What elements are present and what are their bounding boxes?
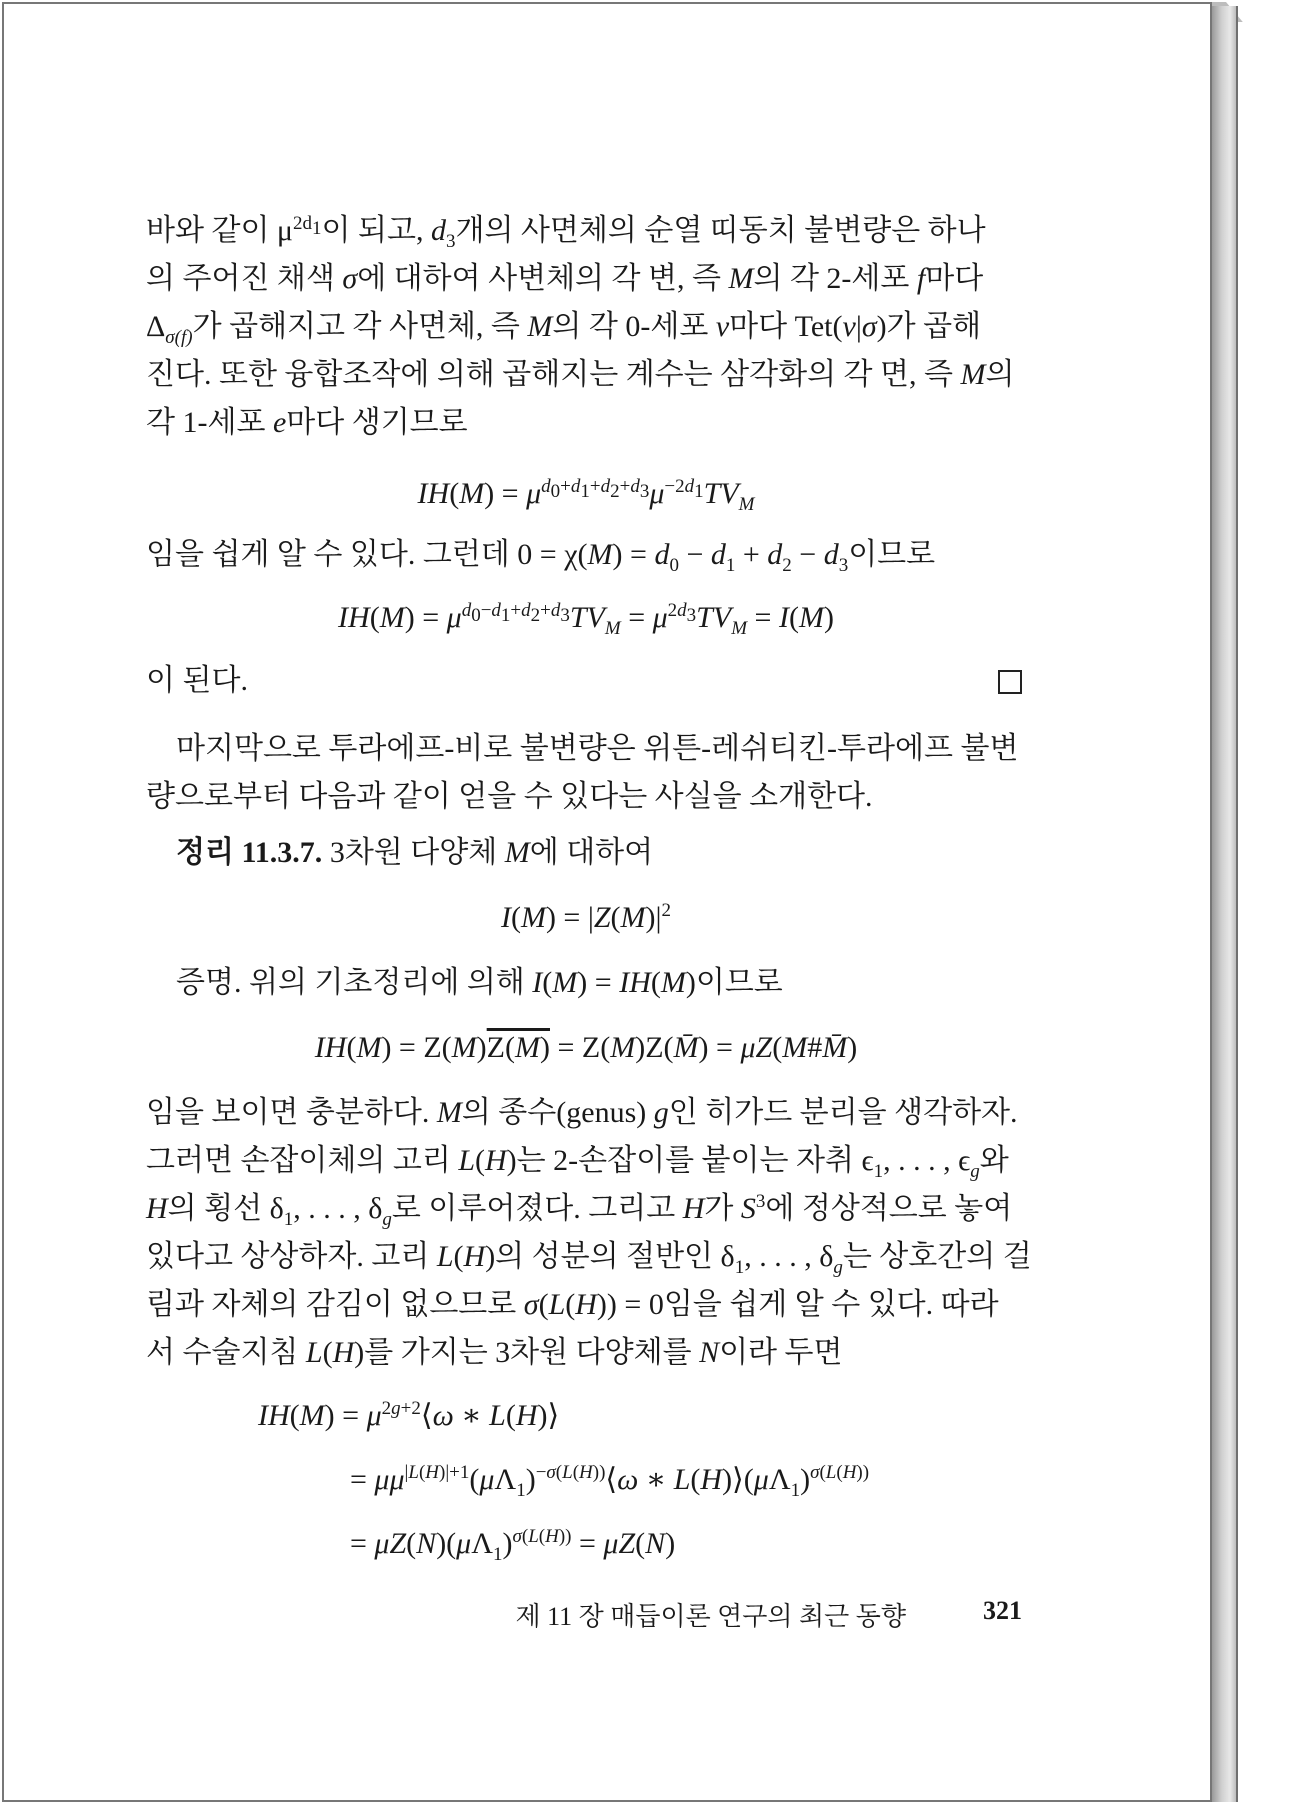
page-spine (1212, 6, 1238, 1802)
page-footer (146, 1596, 1026, 1636)
book-page (2, 2, 1212, 1802)
text-line: 의 주어진 채색 σ에 대하여 사변체의 각 변, 즉 M의 각 2-세포 f마다 (146, 262, 984, 295)
equation: = $\mu Z(N)(\mu\Lambda_1)^{\sigma(L(H))} = \mu Z(N)$ (350, 1526, 676, 1565)
page-number: 321 (983, 1596, 1022, 1625)
text-line: 진다. 또한 융합조작에 의해 곱해지는 계수는 삼각화의 각 면, 즉 M의 (146, 358, 1015, 391)
text-line: 림과 자체의 감김이 없으므로 σ(L(H)) = 0임을 쉽게 알 수 있다. 따라 (146, 1288, 999, 1321)
text-line: 서 수술지침 L(H)를 가지는 3차원 다양체를 N이라 두면 (146, 1336, 843, 1369)
theorem-label: 정리 11.3.7. (176, 836, 323, 869)
text-line: 그러면 손잡이체의 고리 L(H)는 2-손잡이를 붙이는 자취 $\epsilon_1$, . . . , $\epsilon_g$와 (146, 1144, 1009, 1182)
text-line: 마지막으로 투라에프-비로 불변량은 위튼-레쉬티킨-투라에프 불변 (176, 732, 1019, 765)
text-span: 이 된다. (146, 664, 248, 697)
equation: $I(M) = |Z(M)|^2$ (500, 900, 672, 934)
equation: $IH(M) = \mu^{2g+2}⟨\omega$ ∗ L(H)⟩ (258, 1398, 560, 1432)
text-line: 임을 보이면 충분하다. M의 종수(genus) g인 히가드 분리을 생각하자. (146, 1096, 1018, 1129)
theorem-text: 3차원 다양체 M에 대하여 (329, 836, 654, 869)
text-line: H의 횡선 $\delta_1$, . . . , $\delta_g$로 이루어졌다. 그리고 H가 $S^3$에 정상적으로 놓여 (146, 1191, 1013, 1230)
proof-line: 증명. 위의 기초정리에 의해 I(M) = IH(M)이므로 (176, 966, 783, 999)
text-line (146, 662, 1026, 700)
text-line: 량으로부터 다음과 같이 얻을 수 있다는 사실을 소개한다. (146, 780, 873, 813)
footer-chapter: 제 11 장 매듭이론 연구의 최근 동향 (515, 1602, 906, 1631)
text-line: 바와 같이 $\mu^{2d_1}$이 되고, $d_3$개의 사면체의 순열 띠동치 불변량은 하나 (146, 213, 986, 252)
text-line: 있다고 상상하자. 고리 L(H)의 성분의 절반인 $\delta_1$, . . . , $\delta_g$는 상호간의 걸 (146, 1240, 1032, 1278)
equation: $IH(M) = \mu^{d_0-d_1+d_2+d_3}TV_M = \mu^{2d_3}TV_M = I(M)$ (338, 600, 834, 639)
text-line: 임을 쉽게 알 수 있다. 그런데 $0 = \chi(M) = d_0 - d_1 + d_2 - d_3$이므로 (146, 538, 936, 576)
equation: IH(M) = Z(M)Z(M) = Z(M)Z(M̄) = μZ(M#M̄) (314, 1031, 858, 1064)
qed-box (998, 670, 1022, 694)
equation: $IH(M) = \mu^{d_0+d_1+d_2+d_3}\mu^{-2d_1}TV_M$ (417, 476, 755, 515)
theorem-line (176, 834, 1056, 872)
text-line: 각 1-세포 e마다 생기므로 (146, 406, 468, 439)
equation: = $\mu\mu^{|L(H)|+1}(\mu\Lambda_1)^{-\sigma(L(H))}⟨\omega$ ∗ $L(H)⟩(\mu\Lambda_1)^{\sigma(L(H))}$ (350, 1462, 870, 1501)
text-line: $\Delta_{\sigma(f)}$가 곱해지고 각 사면체, 즉 M의 각 0-세포 v마다 Tet(v|σ)가 곱해 (146, 310, 982, 348)
